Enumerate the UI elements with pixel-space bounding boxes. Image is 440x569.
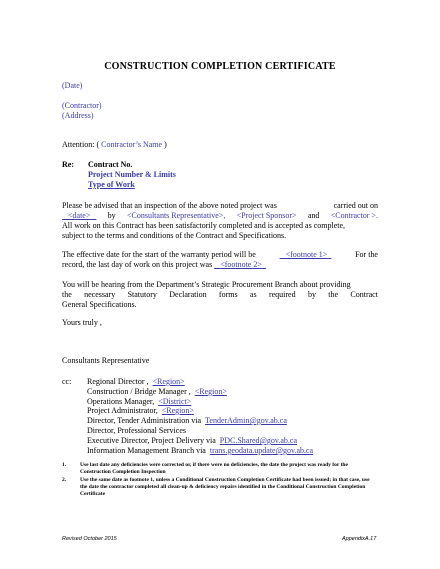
footnote-text: Use the same date as footnote 1, unless a Conditional Construction Completion Certificate had been issued; in that case, use the date the contractor completed all clean-up & deficiency repairs identified in the Conditional Construction Completion Certificate — [80, 477, 370, 497]
para2-line1: The effective date for the start of the warranty period will be — [62, 250, 256, 259]
cc-recipient: Director, Tender Administration via — [87, 416, 202, 425]
cc-placeholder: <Region> — [194, 387, 227, 396]
para2-line1-tail: For the — [355, 250, 378, 259]
para1-line1: Please be advised that an inspection of the above noted project was — [62, 201, 277, 210]
attention-label: Attention: ( — [62, 140, 100, 149]
cc-row — [87, 426, 186, 435]
re-label: Re: — [62, 160, 74, 169]
footnote1-placeholder: <footnote 1> — [285, 250, 328, 259]
cc-row — [87, 387, 227, 396]
para3-word: as — [249, 290, 257, 299]
cc-recipient: Regional Director , — [87, 377, 149, 386]
cc-recipient: Information Management Branch via — [87, 446, 206, 455]
contractor-name-field: Contractor’s Name — [99, 140, 165, 149]
para3-word: Declaration — [169, 290, 207, 299]
footnote2-placeholder: <footnote 2> — [220, 260, 262, 269]
attention-line — [62, 140, 167, 150]
contract-no: Contract No. — [88, 160, 133, 169]
para2-line2: record, the last day of work on this project was — [62, 260, 213, 269]
project-number-field: Project Number & Limits — [88, 170, 176, 179]
cc-row — [87, 397, 191, 406]
para1-line3: All work on this Contract has been satisfactorily completed and is accepted as complete, — [62, 221, 346, 230]
cc-email-link[interactable]: TenderAdmin@gov.ab.ca — [205, 416, 287, 425]
closing: Yours truly , — [62, 318, 102, 327]
para1-line4: subject to the terms and conditions of the Contract and Specifications. — [62, 231, 287, 240]
cc-email-link[interactable]: trans.geodata.update@gov.ab.ca — [209, 446, 314, 455]
attention-close: ) — [164, 140, 167, 149]
para3-word: the — [328, 290, 339, 299]
footnote-number: 2. — [62, 477, 67, 483]
para3-line2 — [62, 290, 378, 300]
type-of-work-field: Type of Work — [88, 180, 135, 189]
cc-recipient: Construction / Bridge Manager , — [87, 387, 191, 396]
para1-by: by — [107, 211, 116, 220]
para3-word: required — [268, 290, 296, 299]
footer-appendix: AppendixA.17 — [342, 536, 377, 542]
page-title: CONSTRUCTION COMPLETION CERTIFICATE — [104, 61, 336, 72]
para1-and: and — [307, 211, 320, 220]
para3-word: by — [307, 290, 316, 299]
para3-word: the — [62, 290, 72, 299]
para3-word: Contract — [350, 290, 378, 299]
para3-line3: General Specifications. — [62, 300, 137, 309]
footnote-number: 1. — [62, 462, 67, 468]
para3-word: forms — [218, 290, 238, 299]
footnote-item — [62, 462, 378, 476]
cc-row — [87, 416, 287, 425]
cc-recipient: Executive Director, Project Delivery via — [87, 436, 216, 445]
cc-recipient: Director, Professional Services — [87, 426, 186, 435]
contractor-field: (Contractor) — [62, 101, 102, 110]
date-placeholder: <date> — [68, 211, 91, 220]
address-field: (Address) — [62, 111, 94, 120]
cc-row — [87, 377, 185, 386]
para1-line1-tail: carried out on — [333, 201, 378, 210]
cc-label: cc: — [62, 377, 72, 386]
cc-placeholder: <District> — [158, 397, 192, 406]
cc-placeholder: <Region> — [152, 377, 185, 386]
footnote-text: Use last date any deficiencies were corrected or, if there were no deficiencies, the date the project was ready for the Construction Completion Inspection — [80, 462, 348, 475]
cc-email-link[interactable]: PDC.Shared@gov.ab.ca — [219, 436, 298, 445]
inspection-paragraph — [62, 201, 378, 241]
footnotes — [62, 462, 378, 499]
footer-revised: Revised October 2015 — [62, 536, 117, 542]
cc-placeholder: <Region> — [161, 406, 194, 415]
para3-word: Statutory — [127, 290, 157, 299]
cc-row — [87, 406, 194, 415]
cc-recipient: Project Administrator, — [87, 406, 158, 415]
date-field: (Date) — [62, 81, 83, 90]
cc-row — [87, 436, 297, 445]
cc-row — [87, 446, 313, 455]
procurement-paragraph — [62, 280, 378, 310]
para3-line1: You will be hearing from the Department’s Strategic Procurement Branch about providing — [62, 280, 351, 289]
contractor-placeholder: <Contractor >. — [330, 211, 378, 220]
signature-title: Consultants Representative — [62, 356, 150, 365]
warranty-paragraph — [62, 250, 378, 270]
cc-recipient: Operations Manager, — [87, 397, 155, 406]
sponsor-placeholder: <Project Sponsor> — [236, 211, 297, 220]
consultant-placeholder: <Consultants Representative>, — [126, 211, 226, 220]
footnote-item — [62, 477, 378, 498]
para3-word: necessary — [84, 290, 116, 299]
